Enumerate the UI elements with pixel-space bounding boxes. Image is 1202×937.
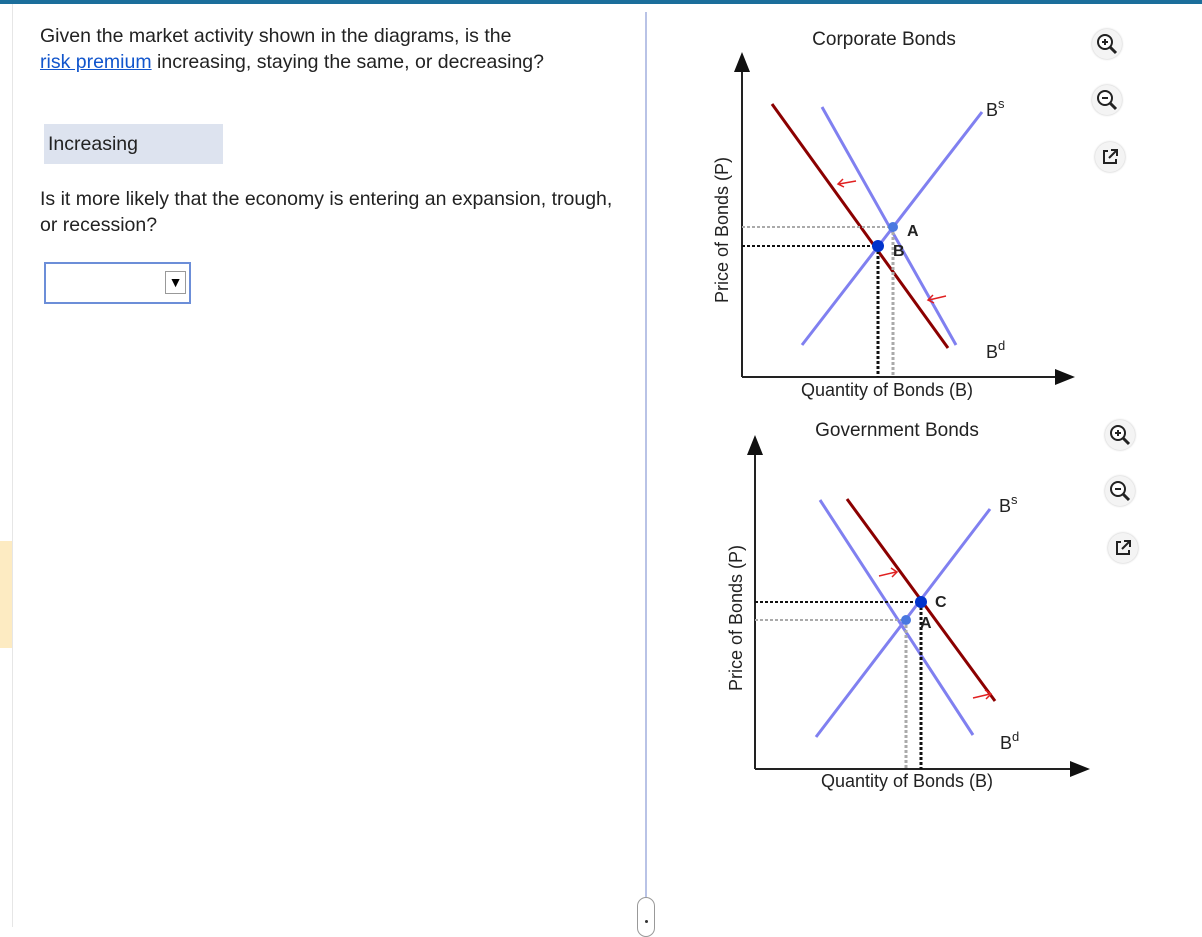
government-point-c xyxy=(915,596,927,608)
corporate-point-b xyxy=(872,240,884,252)
question-economy: Is it more likely that the economy is entering an expansion, trough, or recession? xyxy=(40,188,613,236)
pop-out-icon[interactable] xyxy=(1108,533,1138,563)
corporate-label-a: A xyxy=(907,223,919,240)
government-label-a: A xyxy=(920,615,932,632)
corporate-supply-label: $B^s$ xyxy=(986,96,1005,120)
risk-premium-link[interactable]: risk premium xyxy=(40,51,152,73)
zoom-out-icon[interactable] xyxy=(1092,85,1122,115)
corporate-bonds-graph xyxy=(690,0,1100,410)
question-text-end: increasing, staying the same, or decreasing? xyxy=(151,51,544,73)
corporate-label-b: B xyxy=(893,243,905,260)
left-border xyxy=(12,4,13,927)
economy-dropdown[interactable] xyxy=(44,262,191,304)
corporate-graph-title: Corporate Bonds xyxy=(812,29,956,50)
dropdown-arrow-icon[interactable]: ▼ xyxy=(165,271,186,294)
question-risk-premium xyxy=(40,23,630,75)
panel-divider xyxy=(645,12,647,927)
government-demand-label: $B^d$ xyxy=(1000,729,1020,753)
government-graph-title: Government Bonds xyxy=(815,420,979,441)
government-point-a xyxy=(901,615,911,625)
corporate-point-a xyxy=(888,222,898,232)
government-label-c: C xyxy=(935,594,947,611)
corporate-y-axis-label: Price of Bonds (P) xyxy=(712,156,732,304)
government-shift-arrow-upper xyxy=(879,568,897,577)
government-supply-label: $B^s$ xyxy=(999,492,1018,516)
government-y-axis-label: Price of Bonds (P) xyxy=(726,544,746,692)
government-bonds-graph xyxy=(690,392,1100,802)
corporate-shift-arrow-upper xyxy=(838,179,856,187)
corporate-x-axis-label: Quantity of Bonds (B) xyxy=(800,380,974,400)
government-x-axis-label: Quantity of Bonds (B) xyxy=(820,771,994,791)
government-shift-arrow-lower xyxy=(973,690,991,699)
left-highlight-strip xyxy=(0,541,12,648)
zoom-in-icon[interactable] xyxy=(1105,420,1135,450)
panel-resize-handle[interactable] xyxy=(637,897,655,937)
corporate-demand-label: $B^d$ xyxy=(986,338,1006,362)
question-text-start: Given the market activity shown in the diagrams, is the xyxy=(40,25,512,47)
pop-out-icon[interactable] xyxy=(1095,142,1125,172)
zoom-out-icon[interactable] xyxy=(1105,476,1135,506)
zoom-in-icon[interactable] xyxy=(1092,29,1122,59)
corporate-shift-arrow-lower xyxy=(928,295,946,303)
answer-risk-premium[interactable]: Increasing xyxy=(44,124,223,164)
